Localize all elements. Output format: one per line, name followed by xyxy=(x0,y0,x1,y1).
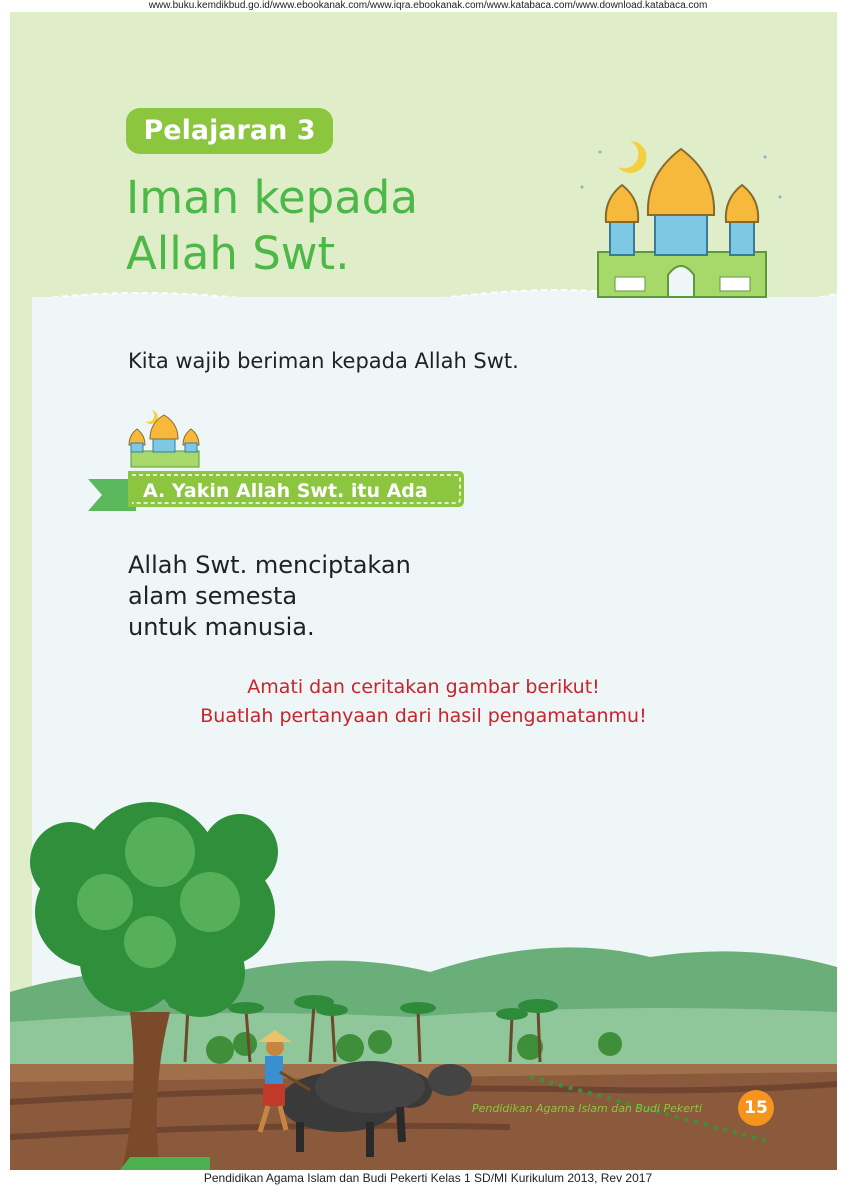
footer-book-title: Pendidikan Agama Islam dan Budi Pekerti xyxy=(472,1102,702,1115)
instruction-line-1: Amati dan ceritakan gambar berikut! xyxy=(247,676,600,698)
footer-caption: Pendidikan Agama Islam dan Budi Pekerti Kelas 1 SD/MI Kurikulum 2013, Rev 2017 xyxy=(203,1171,653,1185)
textbook-page xyxy=(10,12,837,1170)
small-mosque-icon xyxy=(125,407,205,469)
mosque-icon xyxy=(570,127,790,302)
body-line-2: alam semesta xyxy=(128,582,298,610)
title-line-1: Iman kepada xyxy=(126,171,418,224)
body-line-1: Allah Swt. menciptakan xyxy=(128,551,411,579)
instruction-line-2: Buatlah pertanyaan dari hasil pengamatanmu! xyxy=(200,705,647,727)
source-url: www.buku.kemdikbud.go.id/www.ebookanak.com/www.iqra.ebookanak.com/www.katabaca.com/www.download.katabaca.com xyxy=(148,0,708,11)
title-line-2: Allah Swt. xyxy=(126,227,350,280)
body-line-3: untuk manusia. xyxy=(128,613,315,641)
lesson-badge: Pelajaran 3 xyxy=(126,108,333,154)
section-heading: A. Yakin Allah Swt. itu Ada xyxy=(143,480,428,502)
intro-text: Kita wajib beriman kepada Allah Swt. xyxy=(128,349,519,373)
farm-illustration xyxy=(10,772,837,1170)
body-text xyxy=(128,550,411,643)
page-number: 15 xyxy=(738,1090,774,1126)
page-title xyxy=(126,170,418,282)
